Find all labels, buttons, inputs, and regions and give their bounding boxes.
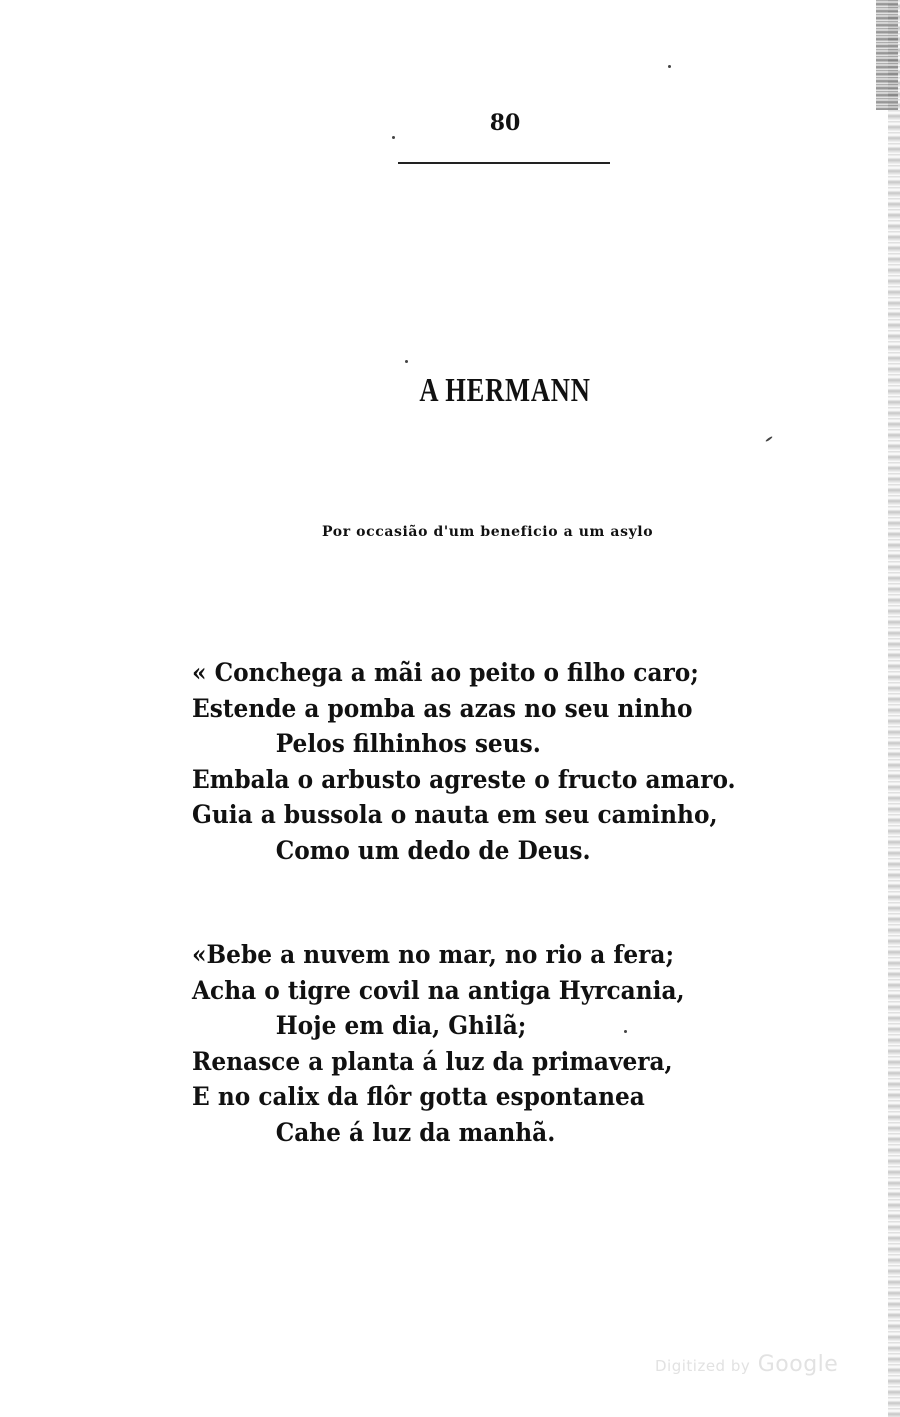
scan-speck: [392, 136, 395, 139]
page-edge-right: [888, 0, 900, 1417]
scan-speck: [624, 1030, 627, 1033]
stanza-2: [192, 937, 685, 1150]
verse-line: «Bebe a nuvem no mar, no rio a fera;: [192, 940, 675, 969]
verse-line: E no calix da flôr gotta espontanea: [192, 1082, 645, 1111]
stanza-1: [192, 655, 736, 868]
verse-line: Renasce a planta á luz da primavera,: [192, 1046, 673, 1076]
watermark-prefix: Digitized by: [655, 1357, 751, 1375]
scan-speck: [668, 65, 671, 68]
digitized-watermark: [655, 1352, 838, 1377]
scan-speck: [405, 360, 408, 363]
verse-line: Pelos filhinhos seus.: [275, 729, 541, 758]
verse-line: Embala o arbusto agreste o fructo amaro.: [192, 764, 736, 794]
verse-line: Acha o tigre covil na antiga Hyrcania,: [192, 975, 685, 1005]
watermark-brand: Google: [757, 1352, 839, 1377]
verse-line: Guia a bussola o nauta em seu caminho,: [192, 800, 718, 829]
poem-title: A HERMANN: [419, 372, 591, 409]
page-number: 80: [489, 110, 521, 136]
verse-line: Hoje em dia, Ghilã;: [275, 1011, 527, 1040]
verse-line: Cahe á luz da manhã.: [275, 1117, 556, 1147]
scan-speck: [765, 436, 773, 442]
verse-line: « Conchega a mãi ao peito o filho caro;: [192, 658, 699, 687]
header-rule: [398, 162, 610, 164]
verse-line: Como um dedo de Deus.: [275, 835, 591, 865]
verse-line: Estende a pomba as azas no seu ninho: [192, 693, 693, 723]
page-edge-top-right: [876, 0, 898, 110]
poem-subtitle: Por occasião d'um beneficio a um asylo: [322, 524, 654, 540]
